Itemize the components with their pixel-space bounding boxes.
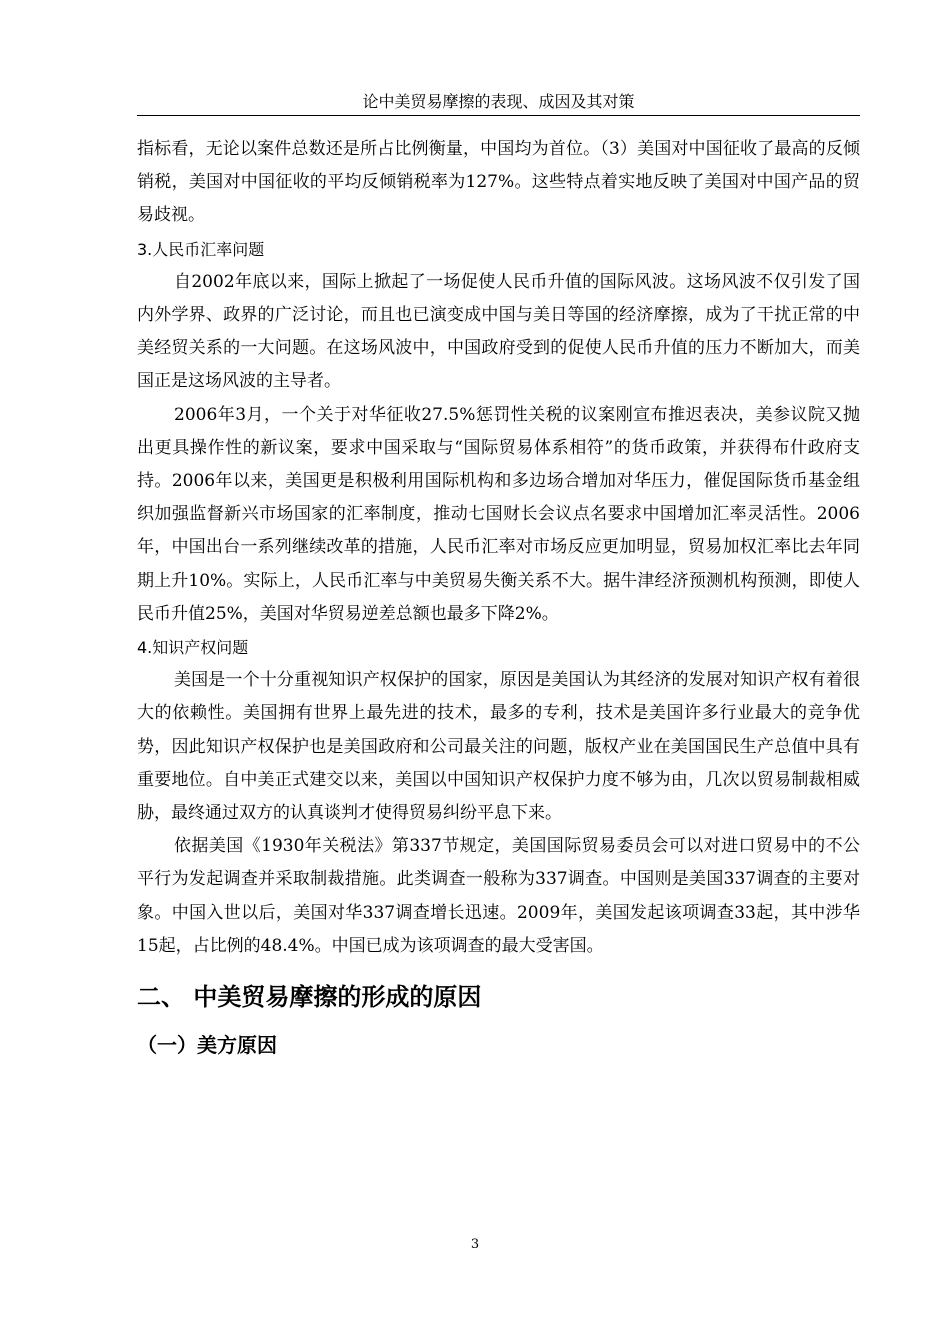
document-body [137,133,860,1065]
header-divider [137,115,860,116]
paragraph-3: 2006年3月，一个关于对华征收27.5%惩罚性关税的议案刚宣布推迟表决，美参议院又抛出更具操作性的新议案，要求中国采取与“国际贸易体系相符”的货币政策，并获得布什政府支持。2006年以来，美国更是积极利用国际机构和多边场合增加对华压力，催促国际货币基金组织加强监督新兴市场国家的汇率制度，推动七国财长会议点名要求中国增加汇率灵活性。2006年，中国出台一系列继续改革的措施，人民币汇率对市场反应更加明显，贸易加权汇率比去年同期上升10%。实际上，人民币汇率与中美贸易失衡关系不大。据牛津经济预测机构预测，即使人民币升值25%，美国对华贸易逆差总额也最多下降2%。 [137,404,860,624]
paragraph-4: 美国是一个十分重视知识产权保护的国家，原因是美国认为其经济的发展对知识产权有着很大的依赖性。美国拥有世界上最先进的技术，最多的专利，技术是美国许多行业最大的竞争优势，因此知识产权保护也是美国政府和公司最关注的问题，版权产业在美国国民生产总值中具有重要地位。自中美正式建交以来，美国以中国知识产权保护力度不够为由，几次以贸易制裁相威胁，最终通过双方的认真谈判才使得贸易纠纷平息下来。 [137,670,860,824]
page-number: 3 [470,1237,480,1252]
page-header-title: 论中美贸易摩擦的表现、成因及其对策 [362,92,635,111]
section-heading-causes: 二、 中美贸易摩擦的形成的原因 [137,983,482,1012]
subheading-intellectual-property: 4.知识产权问题 [137,638,249,658]
paragraph-1: 指标看，无论以案件总数还是所占比例衡量，中国均为首位。（3）美国对中国征收了最高的反倾销税，美国对中国征收的平均反倾销税率为127%。这些特点着实地反映了美国对中国产品的贸易歧视。 [137,139,860,226]
subsection-heading-us-causes: （一）美方原因 [137,1033,277,1058]
paragraph-2: 自2002年底以来，国际上掀起了一场促使人民币升值的国际风波。这场风波不仅引发了国内外学界、政界的广泛讨论，而且也已演变成中国与美日等国的经济摩擦，成为了干扰正常的中美经贸关系的一大问题。在这场风波中，中国政府受到的促使人民币升值的压力不断加大，而美国正是这场风波的主导者。 [137,271,860,392]
paragraph-5: 依据美国《1930年关税法》第337节规定，美国国际贸易委员会可以对进口贸易中的不公平行为发起调查并采取制裁措施。此类调查一般称为337调查。中国则是美国337调查的主要对象。中国入世以后，美国对华337调查增长迅速。2009年，美国发起该项调查33起，其中涉华15起，占比例的48.4%。中国已成为该项调查的最大受害国。 [137,836,860,956]
subheading-rmb-exchange-rate: 3.人民币汇率问题 [137,239,265,259]
